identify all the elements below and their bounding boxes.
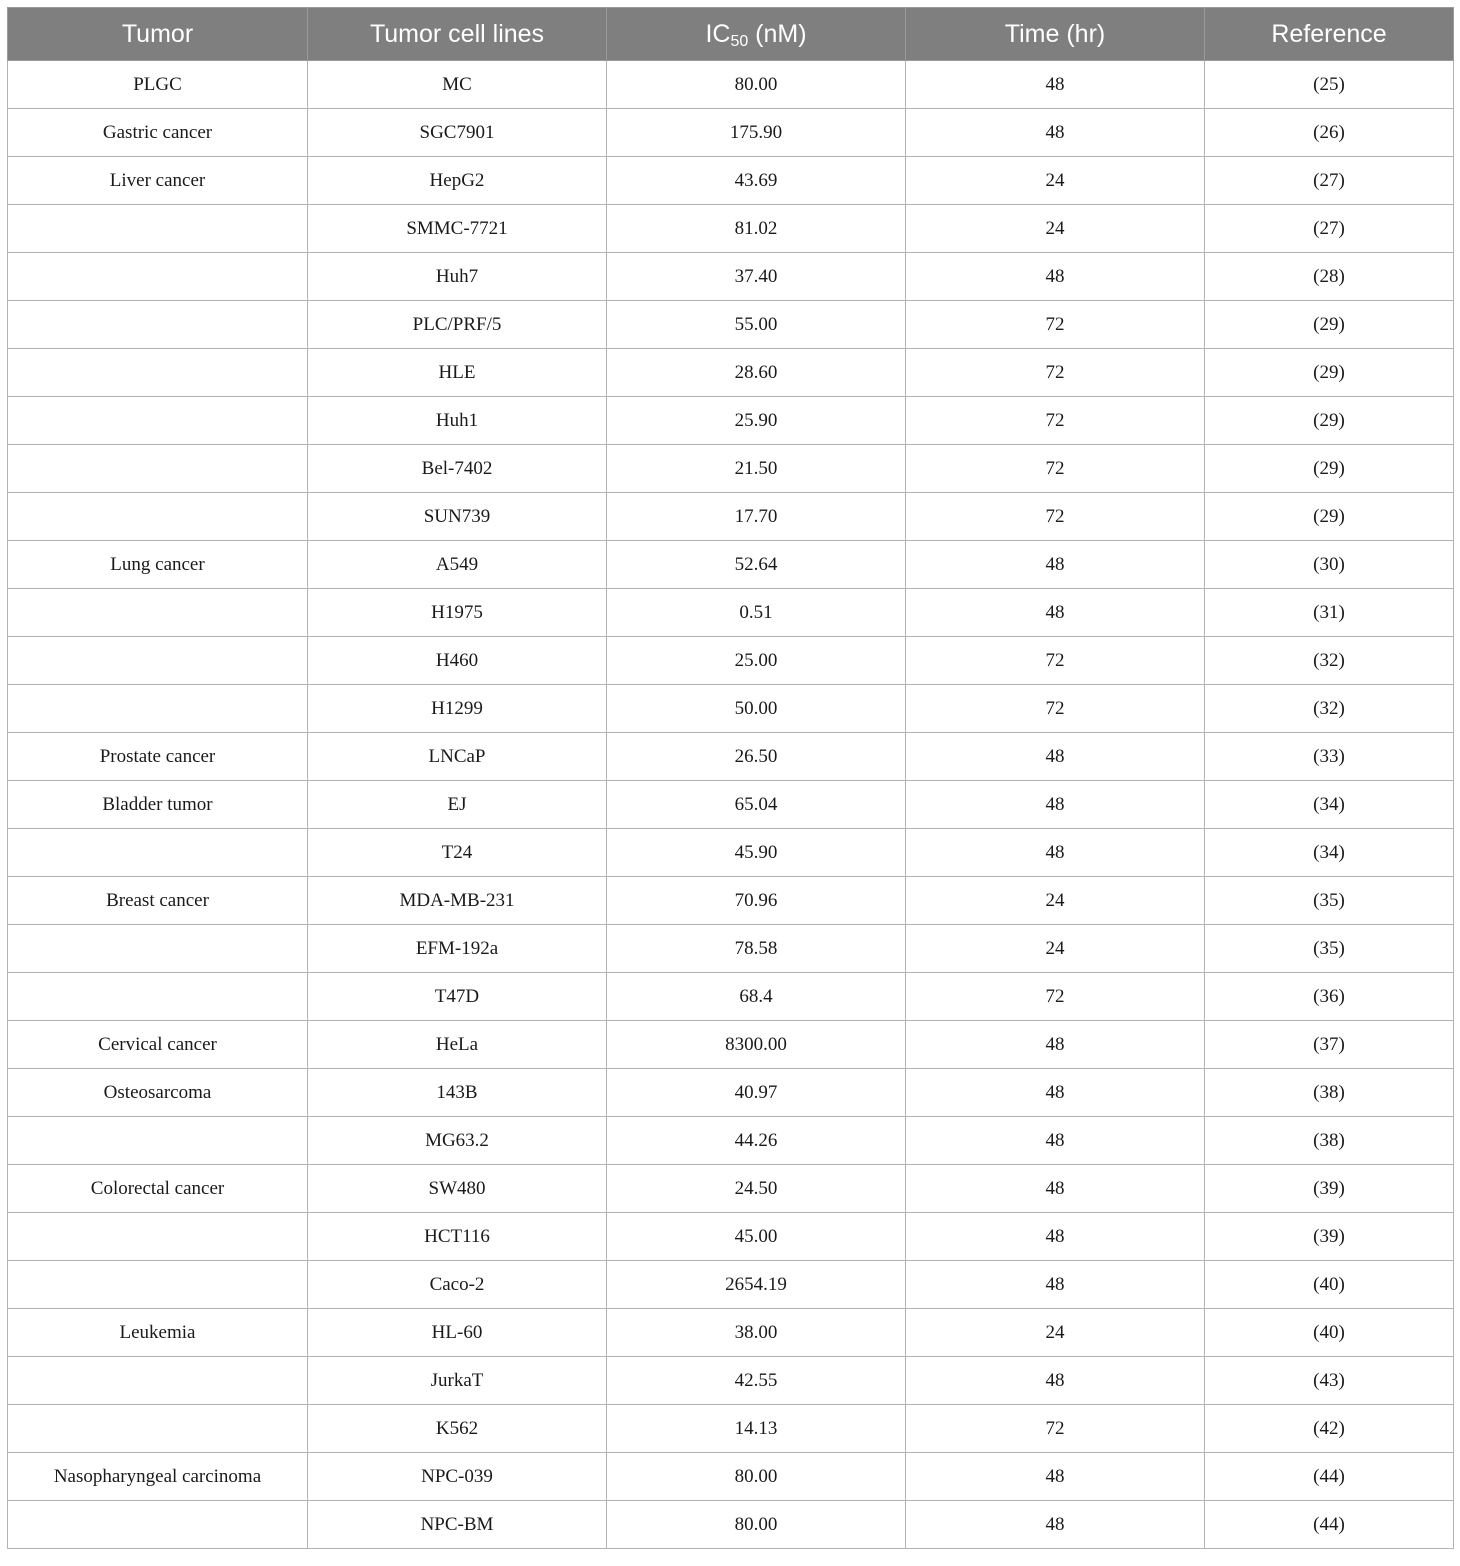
cell-time: 72 [906, 349, 1205, 397]
cell-time: 24 [906, 925, 1205, 973]
cell-time: 72 [906, 301, 1205, 349]
cell-reference: (44) [1205, 1453, 1454, 1501]
cell-cell-line: SUN739 [308, 493, 607, 541]
cell-reference: (34) [1205, 781, 1454, 829]
cell-ic50: 14.13 [607, 1405, 906, 1453]
cell-ic50: 175.90 [607, 109, 906, 157]
cell-ic50: 38.00 [607, 1309, 906, 1357]
cell-cell-line: MG63.2 [308, 1117, 607, 1165]
cell-ic50: 65.04 [607, 781, 906, 829]
table-row [8, 1069, 1454, 1117]
cell-reference: (28) [1205, 253, 1454, 301]
cell-tumor: Nasopharyngeal carcinoma [8, 1453, 308, 1501]
cell-reference: (40) [1205, 1309, 1454, 1357]
cell-reference: (26) [1205, 109, 1454, 157]
cell-time: 72 [906, 637, 1205, 685]
cell-time: 48 [906, 253, 1205, 301]
cell-tumor [8, 1501, 308, 1549]
table-row [8, 1213, 1454, 1261]
table-row [8, 1117, 1454, 1165]
table-row [8, 445, 1454, 493]
cell-ic50: 25.90 [607, 397, 906, 445]
cell-reference: (29) [1205, 397, 1454, 445]
table-row [8, 1501, 1454, 1549]
cell-reference: (39) [1205, 1213, 1454, 1261]
cell-time: 48 [906, 1165, 1205, 1213]
cell-reference: (25) [1205, 61, 1454, 109]
cell-cell-line: JurkaT [308, 1357, 607, 1405]
cell-tumor: Leukemia [8, 1309, 308, 1357]
table-row [8, 61, 1454, 109]
cell-ic50: 17.70 [607, 493, 906, 541]
cell-ic50: 55.00 [607, 301, 906, 349]
table-row [8, 253, 1454, 301]
cell-ic50: 80.00 [607, 61, 906, 109]
cell-reference: (40) [1205, 1261, 1454, 1309]
cell-reference: (35) [1205, 877, 1454, 925]
table-row [8, 301, 1454, 349]
table-row [8, 925, 1454, 973]
cell-tumor: Breast cancer [8, 877, 308, 925]
cell-ic50: 80.00 [607, 1501, 906, 1549]
cell-reference: (43) [1205, 1357, 1454, 1405]
cell-ic50: 40.97 [607, 1069, 906, 1117]
cell-tumor [8, 925, 308, 973]
cell-cell-line: Bel-7402 [308, 445, 607, 493]
header-cell-lines: Tumor cell lines [308, 8, 607, 61]
header-tumor: Tumor [8, 8, 308, 61]
cell-time: 48 [906, 541, 1205, 589]
table-row [8, 829, 1454, 877]
cell-tumor: Cervical cancer [8, 1021, 308, 1069]
cell-reference: (29) [1205, 493, 1454, 541]
table-body [8, 61, 1454, 1549]
header-ic50-subscript: 50 [730, 32, 749, 50]
cell-tumor: Bladder tumor [8, 781, 308, 829]
cell-time: 72 [906, 493, 1205, 541]
cell-ic50: 44.26 [607, 1117, 906, 1165]
cell-cell-line: H1299 [308, 685, 607, 733]
cell-time: 48 [906, 1261, 1205, 1309]
table-row [8, 349, 1454, 397]
cell-ic50: 26.50 [607, 733, 906, 781]
cell-ic50: 37.40 [607, 253, 906, 301]
cell-ic50: 0.51 [607, 589, 906, 637]
cell-cell-line: EJ [308, 781, 607, 829]
cell-cell-line: Huh1 [308, 397, 607, 445]
cell-time: 48 [906, 1117, 1205, 1165]
cell-time: 48 [906, 61, 1205, 109]
cell-reference: (34) [1205, 829, 1454, 877]
cell-cell-line: A549 [308, 541, 607, 589]
cell-ic50: 70.96 [607, 877, 906, 925]
cell-reference: (31) [1205, 589, 1454, 637]
cell-tumor: Lung cancer [8, 541, 308, 589]
cell-ic50: 45.90 [607, 829, 906, 877]
cell-time: 24 [906, 877, 1205, 925]
cell-time: 72 [906, 1405, 1205, 1453]
table-row [8, 589, 1454, 637]
cell-tumor [8, 637, 308, 685]
cell-time: 72 [906, 397, 1205, 445]
cell-time: 24 [906, 1309, 1205, 1357]
table-row [8, 1357, 1454, 1405]
cell-time: 48 [906, 781, 1205, 829]
cell-tumor [8, 1261, 308, 1309]
cell-ic50: 8300.00 [607, 1021, 906, 1069]
cell-cell-line: 143B [308, 1069, 607, 1117]
cell-ic50: 50.00 [607, 685, 906, 733]
header-ic50-unit: (nM) [748, 19, 807, 48]
table-row [8, 1165, 1454, 1213]
cell-time: 48 [906, 589, 1205, 637]
table-row [8, 781, 1454, 829]
ic50-table [7, 7, 1454, 1549]
cell-cell-line: SW480 [308, 1165, 607, 1213]
cell-cell-line: MDA-MB-231 [308, 877, 607, 925]
header-ic50-main: IC [705, 19, 731, 48]
header-row [8, 8, 1454, 61]
table-row [8, 973, 1454, 1021]
cell-cell-line: NPC-039 [308, 1453, 607, 1501]
cell-reference: (38) [1205, 1069, 1454, 1117]
table-header [8, 8, 1454, 61]
cell-cell-line: EFM-192a [308, 925, 607, 973]
cell-cell-line: HeLa [308, 1021, 607, 1069]
cell-ic50: 45.00 [607, 1213, 906, 1261]
cell-cell-line: H1975 [308, 589, 607, 637]
cell-time: 72 [906, 685, 1205, 733]
cell-reference: (38) [1205, 1117, 1454, 1165]
table-row [8, 205, 1454, 253]
cell-tumor [8, 253, 308, 301]
cell-time: 48 [906, 1501, 1205, 1549]
table-row [8, 1309, 1454, 1357]
cell-reference: (36) [1205, 973, 1454, 1021]
cell-reference: (32) [1205, 685, 1454, 733]
cell-reference: (29) [1205, 349, 1454, 397]
cell-cell-line: H460 [308, 637, 607, 685]
cell-tumor [8, 493, 308, 541]
header-ic50 [607, 8, 906, 61]
cell-time: 24 [906, 157, 1205, 205]
cell-cell-line: T47D [308, 973, 607, 1021]
cell-ic50: 68.4 [607, 973, 906, 1021]
cell-tumor [8, 397, 308, 445]
cell-cell-line: Caco-2 [308, 1261, 607, 1309]
cell-ic50: 25.00 [607, 637, 906, 685]
cell-cell-line: SMMC-7721 [308, 205, 607, 253]
cell-cell-line: K562 [308, 1405, 607, 1453]
cell-time: 48 [906, 1069, 1205, 1117]
cell-ic50: 24.50 [607, 1165, 906, 1213]
cell-ic50: 21.50 [607, 445, 906, 493]
cell-cell-line: SGC7901 [308, 109, 607, 157]
table-row [8, 1261, 1454, 1309]
cell-reference: (32) [1205, 637, 1454, 685]
cell-ic50: 28.60 [607, 349, 906, 397]
table-row [8, 733, 1454, 781]
cell-reference: (35) [1205, 925, 1454, 973]
header-time: Time (hr) [906, 8, 1205, 61]
cell-time: 72 [906, 973, 1205, 1021]
cell-ic50: 78.58 [607, 925, 906, 973]
cell-tumor: Colorectal cancer [8, 1165, 308, 1213]
cell-cell-line: MC [308, 61, 607, 109]
cell-tumor [8, 829, 308, 877]
cell-tumor [8, 973, 308, 1021]
cell-ic50: 81.02 [607, 205, 906, 253]
table-row [8, 541, 1454, 589]
cell-tumor [8, 1117, 308, 1165]
cell-tumor: PLGC [8, 61, 308, 109]
cell-time: 72 [906, 445, 1205, 493]
cell-reference: (29) [1205, 301, 1454, 349]
cell-ic50: 2654.19 [607, 1261, 906, 1309]
cell-cell-line: PLC/PRF/5 [308, 301, 607, 349]
cell-tumor [8, 301, 308, 349]
header-reference: Reference [1205, 8, 1454, 61]
table-row [8, 637, 1454, 685]
table-row [8, 493, 1454, 541]
cell-reference: (42) [1205, 1405, 1454, 1453]
cell-tumor [8, 1405, 308, 1453]
table-row [8, 157, 1454, 205]
cell-tumor [8, 1213, 308, 1261]
cell-tumor: Gastric cancer [8, 109, 308, 157]
cell-time: 24 [906, 205, 1205, 253]
table-row [8, 397, 1454, 445]
cell-reference: (33) [1205, 733, 1454, 781]
table-row [8, 685, 1454, 733]
cell-cell-line: HCT116 [308, 1213, 607, 1261]
table-row [8, 1021, 1454, 1069]
cell-tumor: Prostate cancer [8, 733, 308, 781]
cell-time: 48 [906, 109, 1205, 157]
cell-time: 48 [906, 829, 1205, 877]
table-row [8, 1405, 1454, 1453]
cell-tumor [8, 445, 308, 493]
cell-reference: (44) [1205, 1501, 1454, 1549]
cell-time: 48 [906, 1453, 1205, 1501]
cell-ic50: 42.55 [607, 1357, 906, 1405]
cell-tumor [8, 589, 308, 637]
cell-reference: (27) [1205, 157, 1454, 205]
cell-cell-line: HL-60 [308, 1309, 607, 1357]
cell-time: 48 [906, 733, 1205, 781]
cell-cell-line: T24 [308, 829, 607, 877]
cell-cell-line: HepG2 [308, 157, 607, 205]
cell-ic50: 80.00 [607, 1453, 906, 1501]
cell-reference: (29) [1205, 445, 1454, 493]
cell-reference: (27) [1205, 205, 1454, 253]
cell-tumor: Liver cancer [8, 157, 308, 205]
table-row [8, 877, 1454, 925]
cell-time: 48 [906, 1213, 1205, 1261]
cell-time: 48 [906, 1357, 1205, 1405]
cell-cell-line: HLE [308, 349, 607, 397]
table-row [8, 109, 1454, 157]
cell-cell-line: NPC-BM [308, 1501, 607, 1549]
cell-cell-line: LNCaP [308, 733, 607, 781]
cell-reference: (39) [1205, 1165, 1454, 1213]
cell-tumor [8, 1357, 308, 1405]
cell-tumor [8, 349, 308, 397]
cell-ic50: 43.69 [607, 157, 906, 205]
cell-tumor: Osteosarcoma [8, 1069, 308, 1117]
cell-time: 48 [906, 1021, 1205, 1069]
cell-ic50: 52.64 [607, 541, 906, 589]
cell-tumor [8, 205, 308, 253]
cell-reference: (37) [1205, 1021, 1454, 1069]
table-row [8, 1453, 1454, 1501]
cell-reference: (30) [1205, 541, 1454, 589]
cell-tumor [8, 685, 308, 733]
cell-cell-line: Huh7 [308, 253, 607, 301]
